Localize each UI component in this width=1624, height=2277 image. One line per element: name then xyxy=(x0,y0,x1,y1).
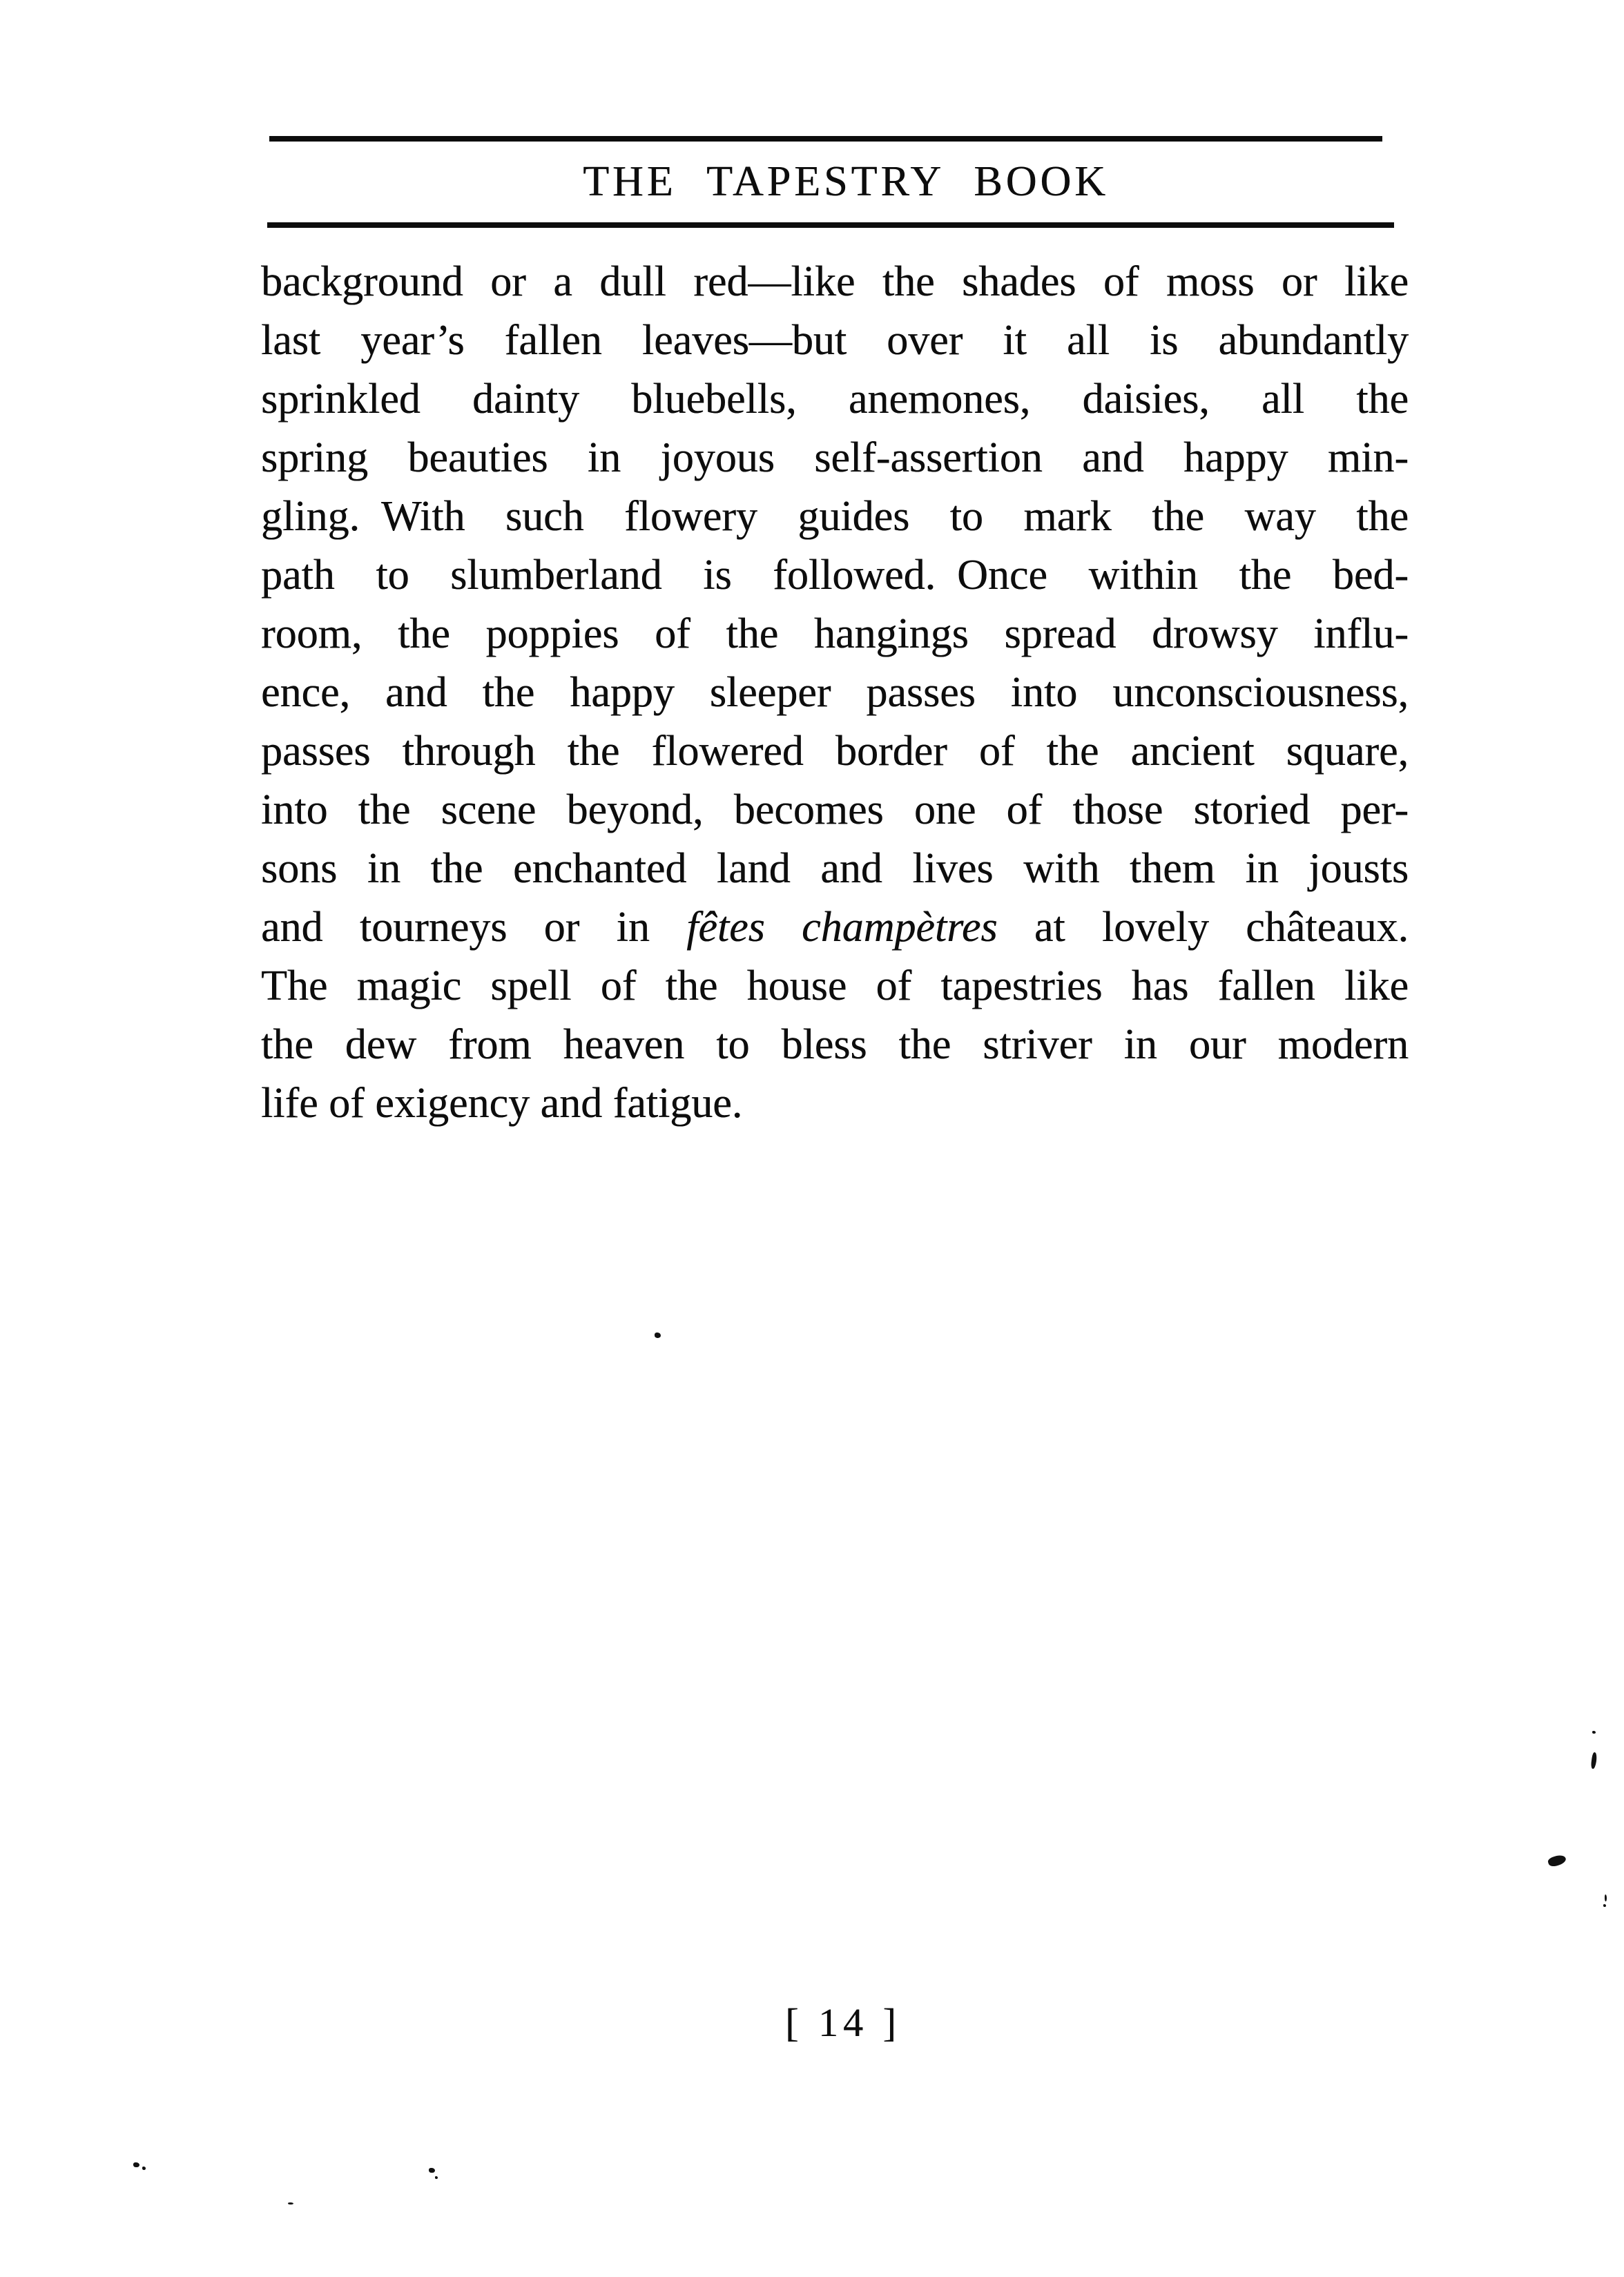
scan-speck xyxy=(1590,1752,1597,1770)
text-segment: sons in the enchanted land and lives with them in jousts xyxy=(261,845,1409,892)
running-head: THE TAPESTRY BOOK xyxy=(583,158,1109,205)
scan-speck xyxy=(429,2168,435,2173)
scan-speck xyxy=(655,1333,661,1338)
italic-phrase: fêtes champètres xyxy=(686,904,998,951)
text-segment: The magic spell of the house of tapestries has fallen like xyxy=(261,962,1409,1009)
text-line xyxy=(261,370,1409,429)
scan-speck xyxy=(133,2162,139,2167)
scan-speck xyxy=(142,2167,146,2170)
text-line xyxy=(261,663,1409,722)
text-segment: ence, and the happy sleeper passes into unconsciousness, xyxy=(261,669,1409,716)
text-segment: at lovely châteaux. xyxy=(997,904,1409,951)
text-segment: passes through the flowered border of the ancient square, xyxy=(261,728,1409,775)
text-segment: gling. With such flowery guides to mark the way the xyxy=(261,493,1409,540)
text-segment: life of exigency and fatigue. xyxy=(261,1080,743,1127)
text-line xyxy=(261,840,1409,898)
text-line xyxy=(261,605,1409,663)
text-segment: path to slumberland is followed. Once within the bed- xyxy=(261,552,1409,599)
text-line xyxy=(261,898,1409,957)
page-number: [ 14 ] xyxy=(785,2000,901,2045)
scan-speck xyxy=(1605,1895,1607,1901)
body-text xyxy=(261,253,1409,1133)
text-line xyxy=(261,957,1409,1016)
scan-speck xyxy=(288,2202,293,2205)
text-segment: sprinkled dainty bluebells, anemones, daisies, all the xyxy=(261,376,1409,423)
scan-speck xyxy=(1547,1853,1567,1868)
text-line xyxy=(261,253,1409,311)
scan-speck xyxy=(435,2176,438,2179)
text-segment: and tourneys or in xyxy=(261,904,687,951)
text-line xyxy=(261,429,1409,487)
text-line xyxy=(261,487,1409,546)
text-segment: last year’s fallen leaves—but over it all is abundantly xyxy=(261,317,1409,364)
header-rule-bottom xyxy=(267,222,1394,228)
text-line xyxy=(261,1074,1409,1133)
text-segment: background or a dull red—like the shades of moss or like xyxy=(261,258,1409,305)
text-segment: room, the poppies of the hangings spread drowsy influ- xyxy=(261,610,1409,657)
text-segment: into the scene beyond, becomes one of those storied per- xyxy=(261,786,1409,833)
scan-speck xyxy=(1592,1731,1596,1734)
text-line xyxy=(261,311,1409,370)
text-line xyxy=(261,546,1409,605)
text-line xyxy=(261,1016,1409,1074)
text-segment: the dew from heaven to bless the striver in our modern xyxy=(261,1021,1409,1068)
header-rule-top xyxy=(269,136,1382,142)
text-line xyxy=(261,781,1409,840)
scan-speck xyxy=(1603,1904,1606,1907)
text-line xyxy=(261,722,1409,781)
text-segment: spring beauties in joyous self-assertion and happy min- xyxy=(261,434,1409,481)
